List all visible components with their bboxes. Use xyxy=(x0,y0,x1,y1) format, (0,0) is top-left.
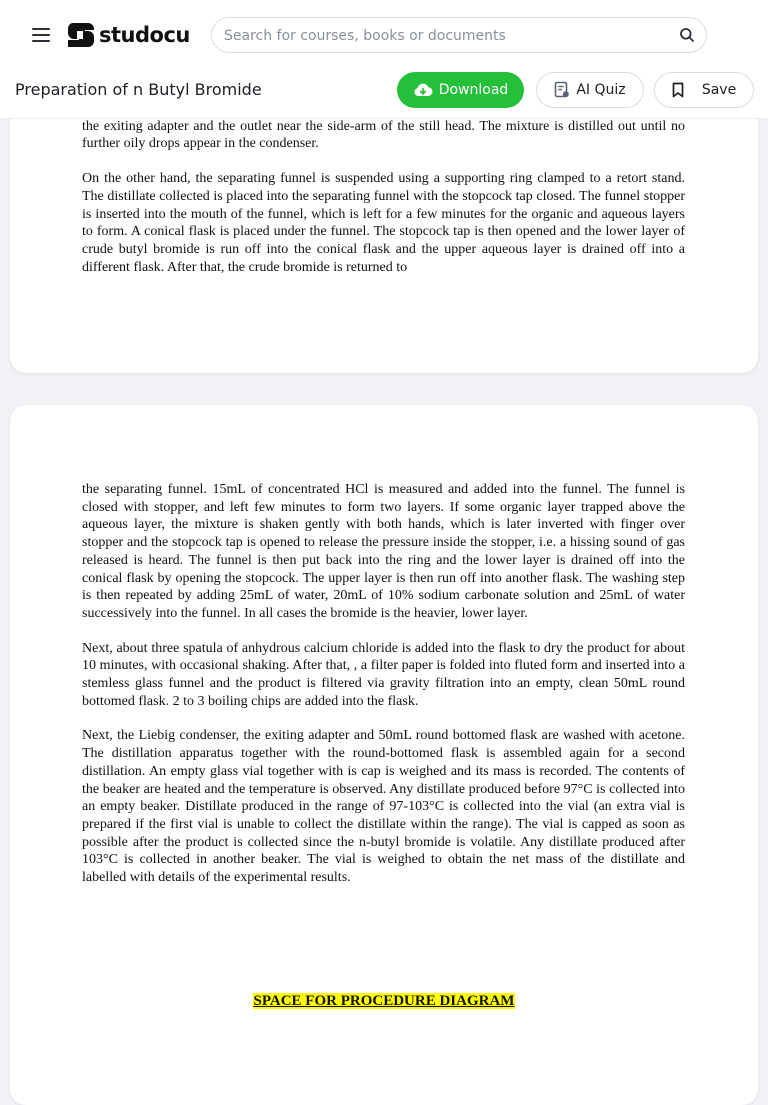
ai-quiz-button[interactable] xyxy=(536,72,644,108)
menu-icon[interactable] xyxy=(32,28,50,42)
diagram-heading xyxy=(10,993,758,1010)
document-title: Preparation of n Butyl Bromide xyxy=(15,80,262,99)
download-label: Download xyxy=(438,82,509,98)
quiz-document-icon xyxy=(554,81,570,99)
diagram-heading-text: SPACE FOR PROCEDURE DIAGRAM xyxy=(253,993,515,1009)
save-label: Save xyxy=(701,82,737,98)
top-bar xyxy=(0,0,768,70)
bookmark-icon xyxy=(672,82,684,98)
studocu-logo[interactable] xyxy=(66,20,190,50)
cloud-download-icon xyxy=(413,82,433,98)
page-1-paragraph-1: the exiting adapter and the outlet near the side-arm of the still head. The mixture is distilled out until no further oily drops appear in the condenser. xyxy=(82,118,685,152)
search-bar xyxy=(211,17,707,53)
download-button[interactable] xyxy=(397,72,524,108)
page-2-paragraph-1: the separating funnel. 15mL of concentrated HCl is measured and added into the funnel. The funnel is closed with stopper, and left few minutes to form two layers. If some organic layer trapped above the aqueous layer, the mixture is shaken gently with both hands, which is later inverted with finger over stopper and the stopcock tap is opened to release the pressure inside the stopper, i.e. a hissing sound of gas released is heard. The funnel is then put back into the ring and the lower layer is drained off into the conical flask by opening the stopcock. The upper layer is then run off into another flask. The washing step is then repeated by adding 25mL of water, 20mL of 10% sodium carbonate solution and 25mL of water successively into the funnel. In all cases the bromide is the heavier, lower layer. xyxy=(82,482,685,621)
page-1-paragraph-2: On the other hand, the separating funnel is suspended using a supporting ring clamped to a retort stand. The distillate collected is placed into the separating funnel with the stopcock tap closed. The funnel stopper is inserted into the mouth of the funnel, which is left for a few minutes for the organic and aqueous layers to form. A conical flask is placed under the funnel. The stopcock tap is then opened and the lower layer of crude butyl bromide is run off into the conical flask and the upper aqueous layer is drained off into a different flask. After that, the crude bromide is returned to xyxy=(82,171,685,275)
page-1-body xyxy=(82,100,685,293)
page-2-paragraph-3: Next, the Liebig condenser, the exiting adapter and 50mL round bottomed flask are washed with acetone. The distillation apparatus together with the round-bottomed flask is assembled again for a second distillation. An empty glass vial together with is cap is weighed and its mass is recorded. The contents of the beaker are heated and the temperature is observed. Any distillate produced before 97°C is collected into an empty beaker. Distillate produced in the range of 97-103°C is collected into the vial (an extra vial is prepared if the first vial is unable to collect the distillate within the range). The vial is capped as soon as possible after the product is collected since the n-butyl bromide is volatile. Any distillate produced after 103°C is collected in another beaker. The vial is weighed to obtain the net mass of the distillate and labelled with details of the experimental results. xyxy=(82,728,685,886)
search-icon[interactable] xyxy=(679,27,695,43)
page-2-body xyxy=(82,481,685,904)
studocu-logo-icon xyxy=(66,20,96,50)
ai-quiz-label: AI Quiz xyxy=(576,82,626,98)
document-toolbar xyxy=(0,70,768,119)
document-page-2 xyxy=(10,405,758,1105)
search-input[interactable] xyxy=(222,18,666,54)
save-button[interactable] xyxy=(654,72,754,108)
logo-text: studocu xyxy=(99,23,190,47)
page-2-paragraph-2: Next, about three spatula of anhydrous calcium chloride is added into the flask to dry the product for about 10 minutes, with occasional shaking. After that, , a filter paper is folded into fluted form and inserted into a stemless glass funnel and the product is filtered via gravity filtration into an empty, clean 50mL round bottomed flask. 2 to 3 boiling chips are added into the flask. xyxy=(82,640,685,709)
